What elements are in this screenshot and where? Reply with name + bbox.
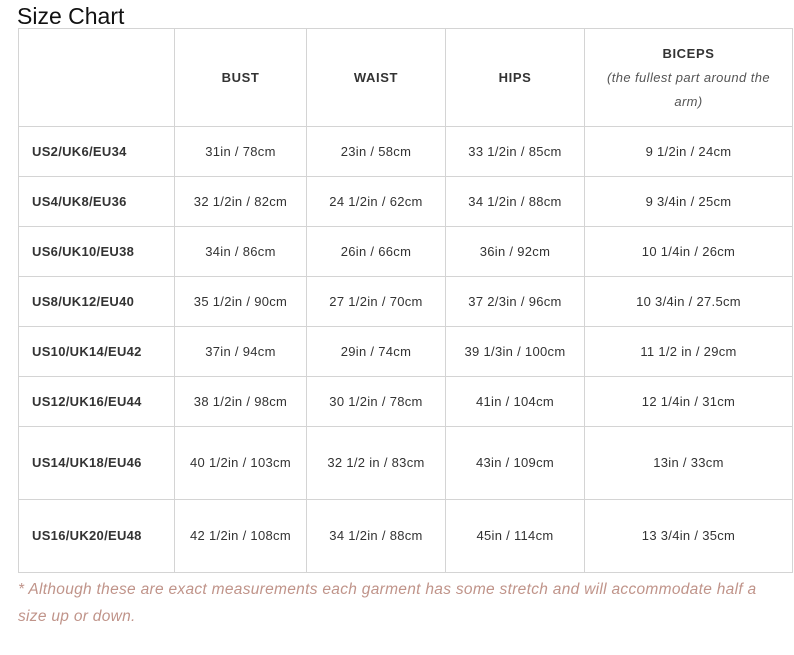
biceps-cell: 12 1/4in / 31cm: [585, 377, 793, 427]
size-chart-table: [18, 28, 793, 573]
size-cell: US10/UK14/EU42: [19, 327, 175, 377]
stretch-footnote: * Although these are exact measurements each garment has some stretch and will accommodate half a size up or down.: [18, 581, 757, 625]
bust-cell: 40 1/2in / 103cm: [175, 427, 307, 500]
waist-cell: 27 1/2in / 70cm: [307, 277, 446, 327]
waist-cell: 34 1/2in / 88cm: [307, 500, 446, 573]
size-cell: US2/UK6/EU34: [19, 127, 175, 177]
table-row: [19, 500, 793, 573]
table-row: [19, 327, 793, 377]
bust-cell: 42 1/2in / 108cm: [175, 500, 307, 573]
table-header-row: [19, 29, 793, 127]
table-row: [19, 227, 793, 277]
size-cell: US16/UK20/EU48: [19, 500, 175, 573]
hips-cell: 43in / 109cm: [446, 427, 585, 500]
bust-cell: 38 1/2in / 98cm: [175, 377, 307, 427]
biceps-cell: 9 1/2in / 24cm: [585, 127, 793, 177]
bust-cell: 31in / 78cm: [175, 127, 307, 177]
bust-cell: 32 1/2in / 82cm: [175, 177, 307, 227]
waist-cell: 32 1/2 in / 83cm: [307, 427, 446, 500]
biceps-cell: 9 3/4in / 25cm: [585, 177, 793, 227]
waist-cell: 24 1/2in / 62cm: [307, 177, 446, 227]
hips-cell: 37 2/3in / 96cm: [446, 277, 585, 327]
hips-cell: 45in / 114cm: [446, 500, 585, 573]
header-biceps: [585, 29, 793, 127]
hips-cell: 36in / 92cm: [446, 227, 585, 277]
size-cell: US6/UK10/EU38: [19, 227, 175, 277]
header-size: [19, 29, 175, 127]
waist-cell: 29in / 74cm: [307, 327, 446, 377]
biceps-cell: 10 1/4in / 26cm: [585, 227, 793, 277]
table-row: [19, 377, 793, 427]
table-row: [19, 427, 793, 500]
biceps-cell: 13in / 33cm: [585, 427, 793, 500]
hips-cell: 41in / 104cm: [446, 377, 585, 427]
table-row: [19, 277, 793, 327]
header-waist: WAIST: [307, 29, 446, 127]
bust-cell: 35 1/2in / 90cm: [175, 277, 307, 327]
table-row: [19, 127, 793, 177]
header-hips: HIPS: [446, 29, 585, 127]
biceps-cell: 10 3/4in / 27.5cm: [585, 277, 793, 327]
biceps-cell: 11 1/2 in / 29cm: [585, 327, 793, 377]
waist-cell: 23in / 58cm: [307, 127, 446, 177]
waist-cell: 30 1/2in / 78cm: [307, 377, 446, 427]
size-cell: US4/UK8/EU36: [19, 177, 175, 227]
header-biceps-note: (the fullest part around the arm): [607, 69, 770, 109]
header-biceps-label: BICEPS: [662, 45, 715, 61]
hips-cell: 34 1/2in / 88cm: [446, 177, 585, 227]
biceps-cell: 13 3/4in / 35cm: [585, 500, 793, 573]
waist-cell: 26in / 66cm: [307, 227, 446, 277]
table-row: [19, 177, 793, 227]
hips-cell: 33 1/2in / 85cm: [446, 127, 585, 177]
hips-cell: 39 1/3in / 100cm: [446, 327, 585, 377]
page-title: Size Chart: [17, 3, 125, 29]
size-cell: US14/UK18/EU46: [19, 427, 175, 500]
size-cell: US12/UK16/EU44: [19, 377, 175, 427]
bust-cell: 34in / 86cm: [175, 227, 307, 277]
bust-cell: 37in / 94cm: [175, 327, 307, 377]
header-bust: BUST: [175, 29, 307, 127]
size-cell: US8/UK12/EU40: [19, 277, 175, 327]
